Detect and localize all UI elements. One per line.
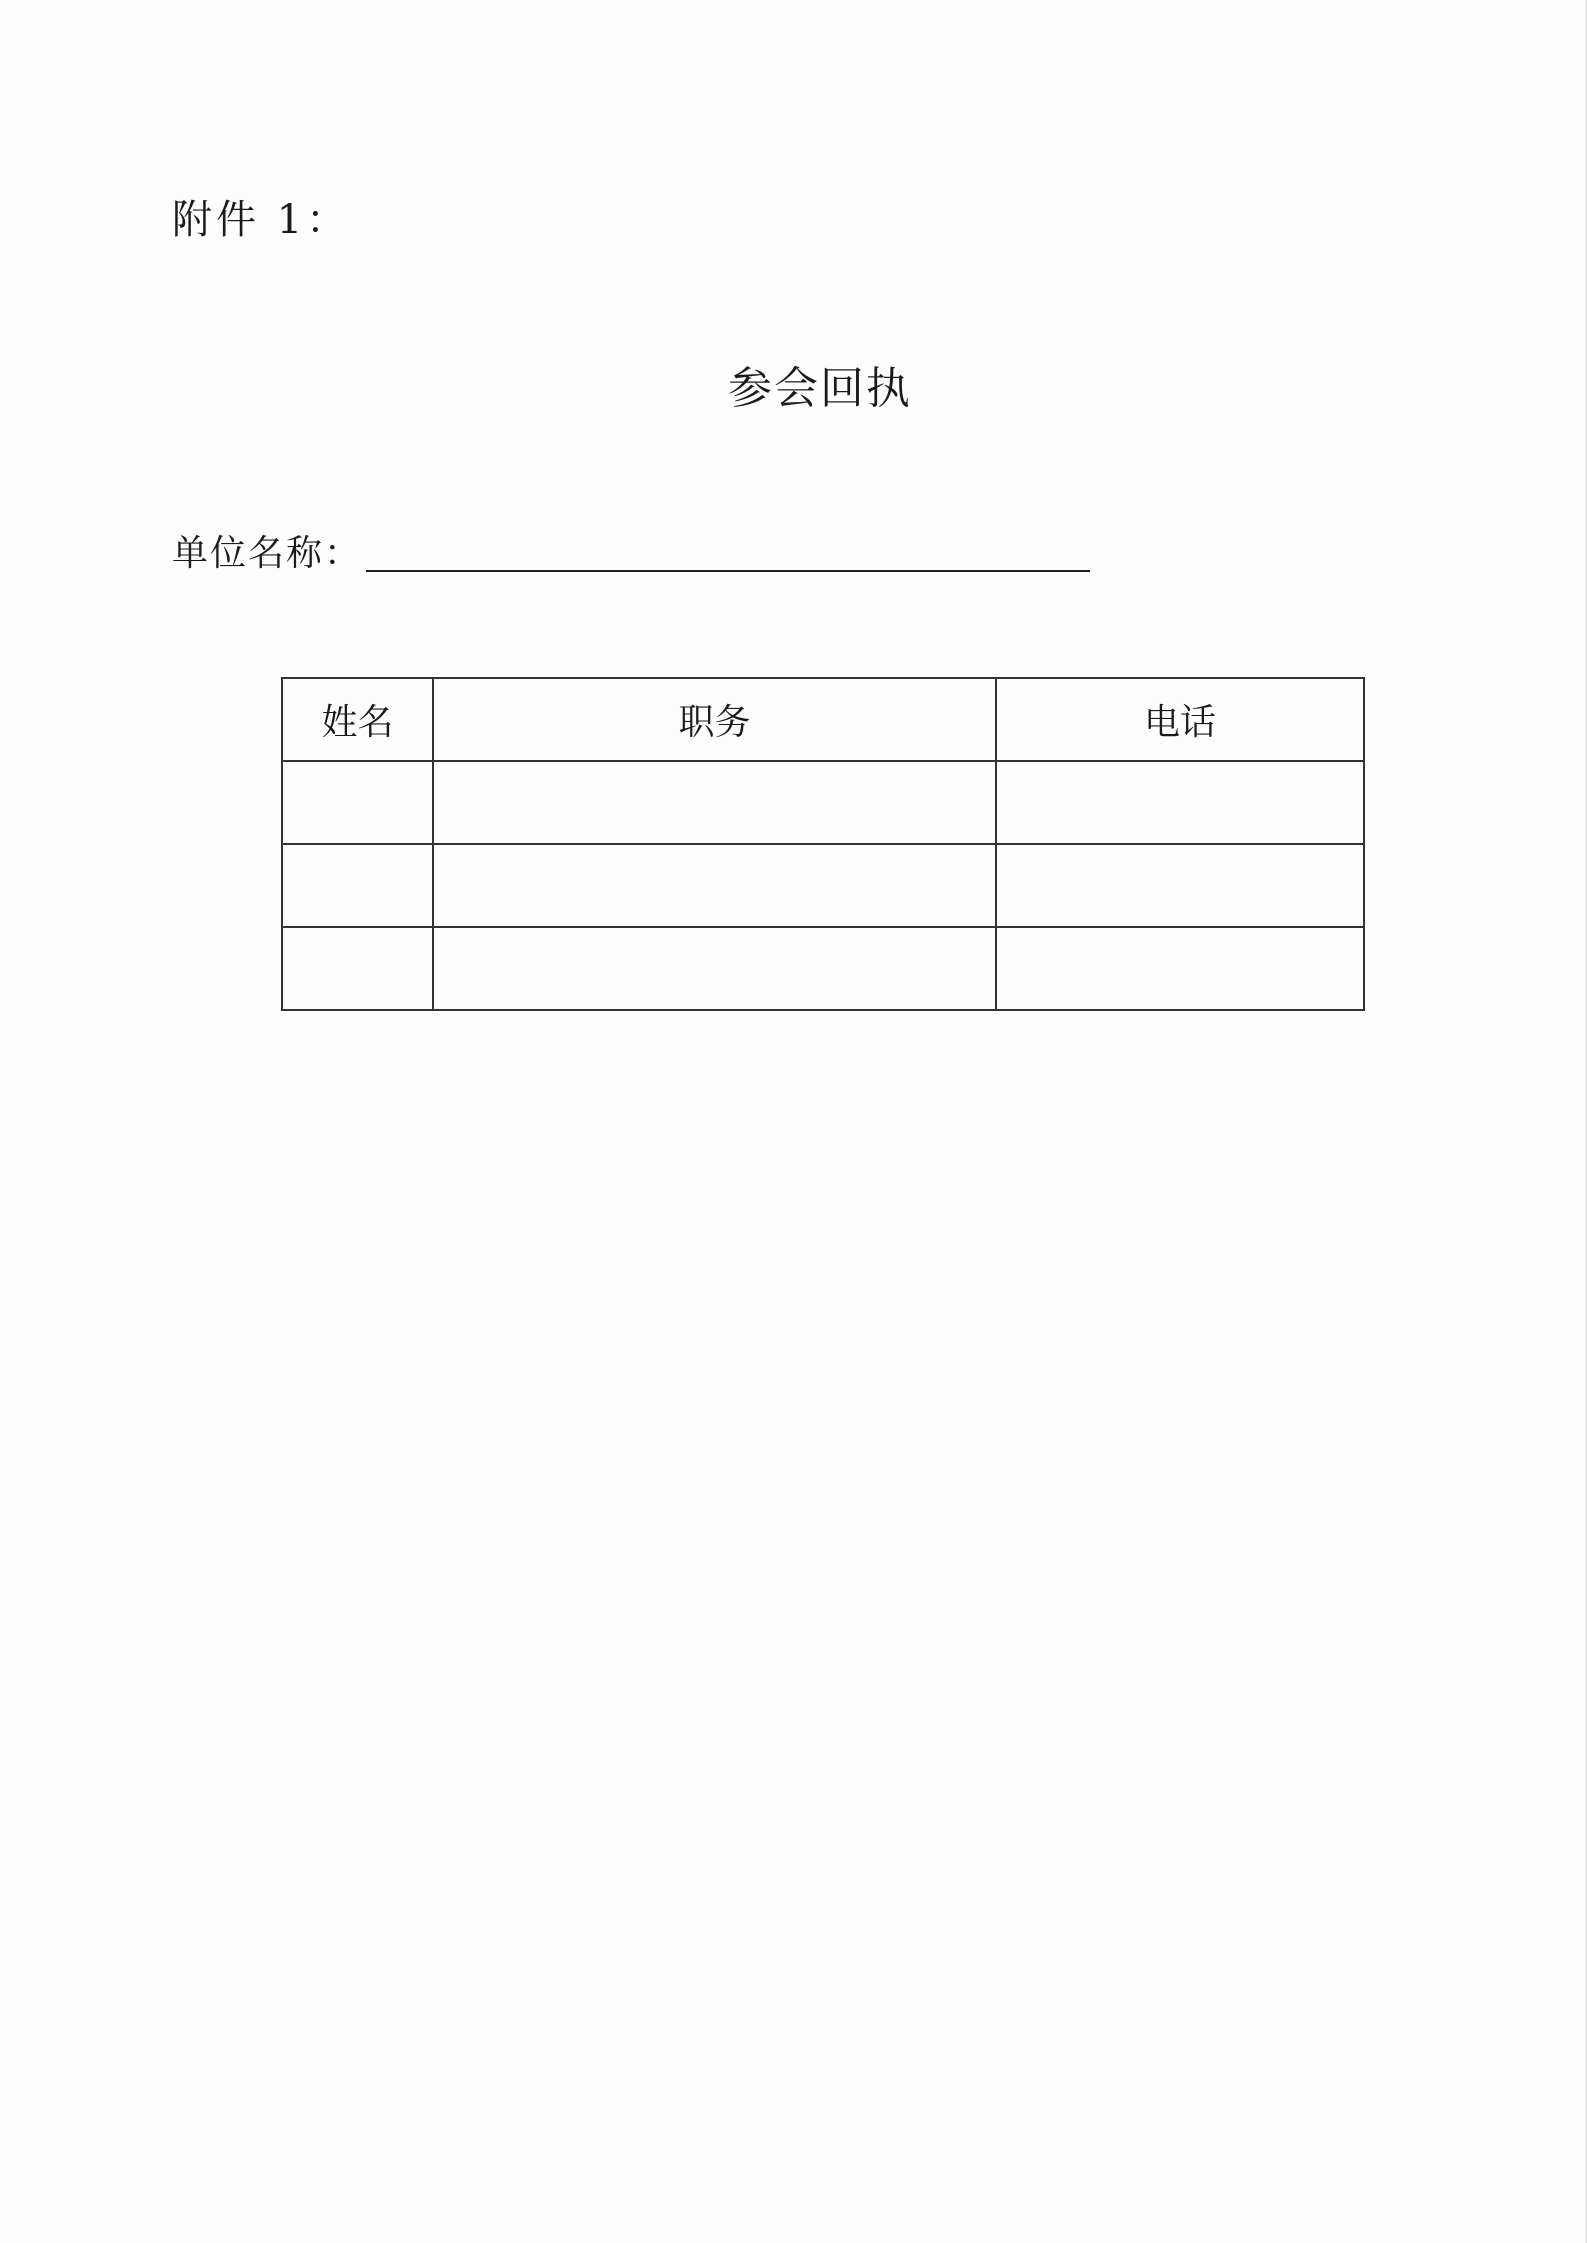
header-phone: 电话 [996,678,1364,761]
cell-name[interactable] [282,927,433,1010]
cell-phone[interactable] [996,844,1364,927]
cell-phone[interactable] [996,761,1364,844]
cell-name[interactable] [282,844,433,927]
unit-name-label: 单位名称： [172,533,363,574]
cell-position[interactable] [433,761,996,844]
table-row [282,927,1364,1010]
cell-position[interactable] [433,844,996,927]
table-header-row [282,678,1364,761]
table-row [282,761,1364,844]
attachment-label: 附件 1： [172,197,351,243]
unit-name-row [172,525,1090,576]
cell-position[interactable] [433,927,996,1010]
cell-phone[interactable] [996,927,1364,1010]
header-position: 职务 [433,678,996,761]
attendee-table [281,677,1365,1011]
header-name: 姓名 [282,678,433,761]
table-row [282,844,1364,927]
cell-name[interactable] [282,761,433,844]
unit-name-blank[interactable] [366,540,1090,572]
document-title: 参会回执 [728,363,912,414]
